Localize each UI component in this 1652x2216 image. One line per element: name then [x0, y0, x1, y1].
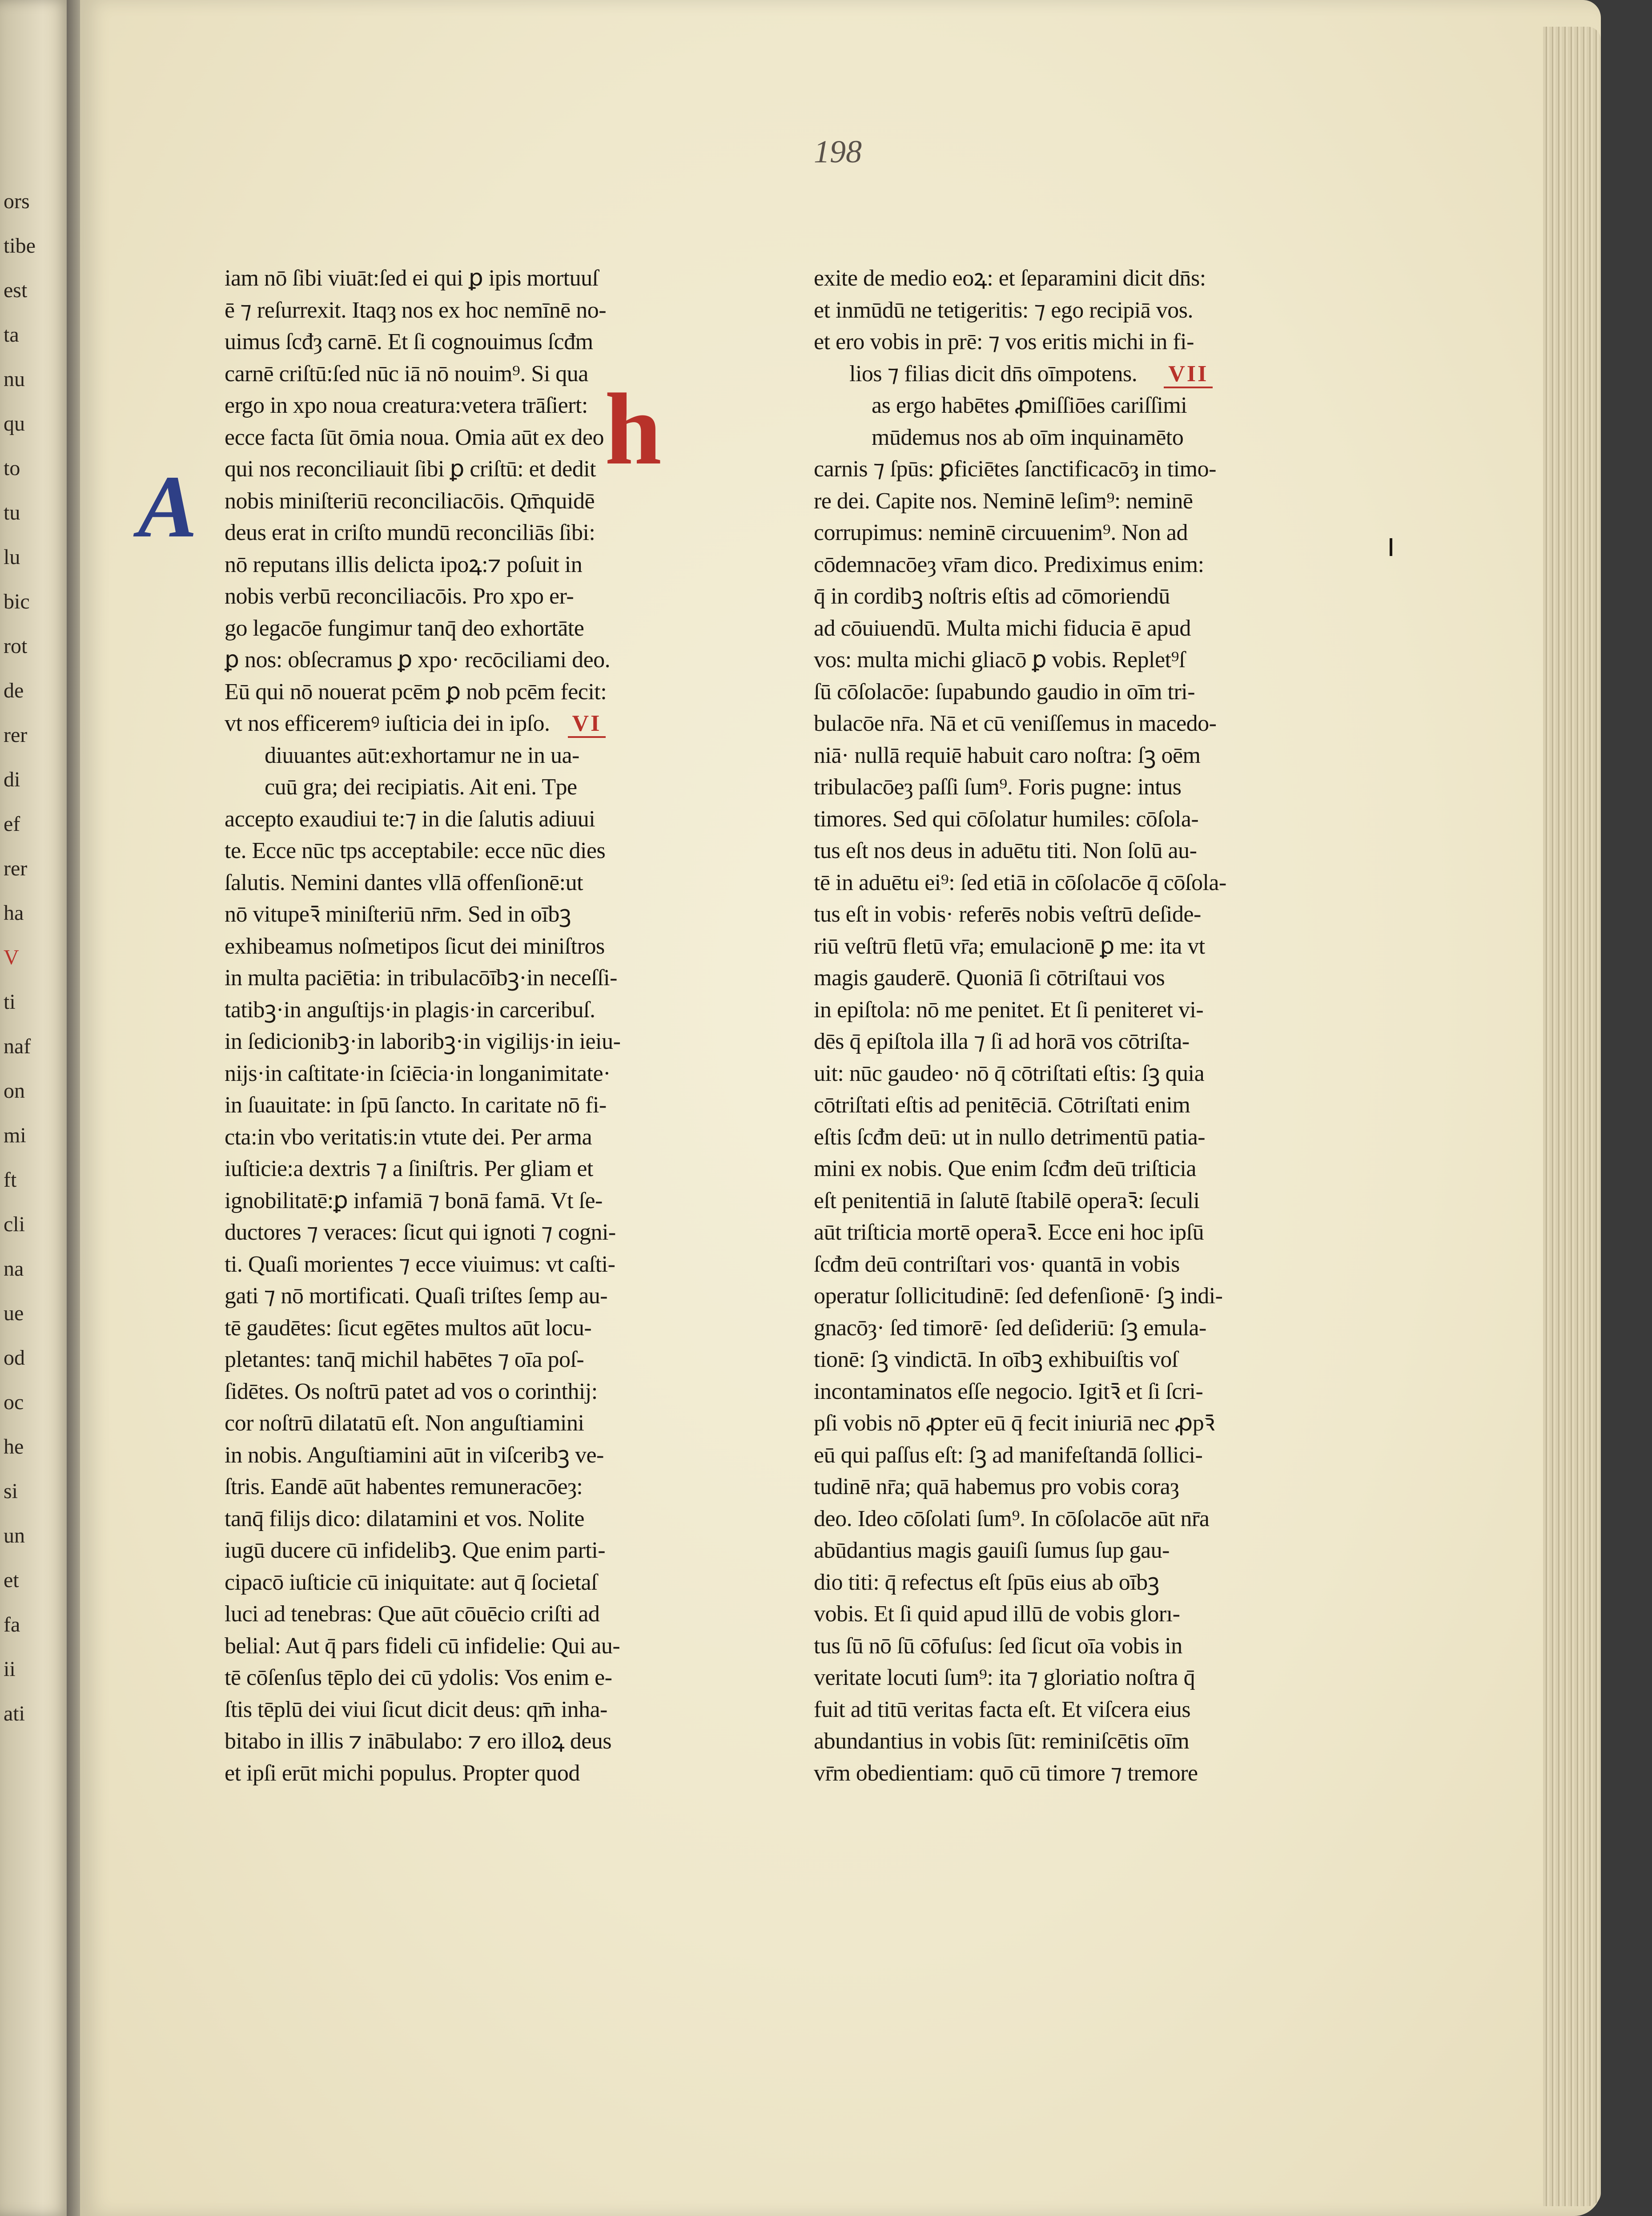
text-line: dēs q̄ epiſtola illa ⁊ ſi ad horā vos cōtriſta-	[814, 1029, 1190, 1054]
text-line: as ergo habētes ꝓmiſſiōes cariſſimi	[872, 393, 1187, 418]
text-line: ergo in xpo noua creatura:vetera trāſiert:	[225, 393, 588, 418]
facing-page-fragment: un	[4, 1524, 25, 1547]
text-line: ſtris. Eandē aūt habentes remuneracōeȝ:	[225, 1474, 583, 1499]
text-line: fuit ad titū veritas facta eſt. Et viſcera eius	[814, 1696, 1191, 1722]
text-line: ecce facta ſūt ōmia noua. Omia aūt ex deo	[225, 424, 604, 450]
facing-page-fragment: et	[4, 1568, 19, 1592]
text-line: tribulacōeȝ paſſi ſum⁹. Foris pugne: intus	[814, 774, 1182, 800]
margin-mark	[1390, 538, 1392, 556]
text-line: pletantes: tanq̄ michil habētes ⁊ oīa poſ-	[225, 1347, 584, 1372]
facing-page-fragment: oc	[4, 1390, 24, 1414]
text-line: abūdantius magis gauiſi ſumus ſup gau-	[814, 1538, 1170, 1563]
text-line: Eū qui nō nouerat pcēm ꝑ nob pcēm fecit:	[225, 679, 607, 705]
text-line: cuū gra; dei recipiatis. Ait eni. Tpe	[265, 774, 577, 800]
text-line: deus erat in criſto mundū reconciliās ſibi:	[225, 520, 595, 545]
facing-page-fragment: to	[4, 456, 20, 480]
text-line: et ero vobis in prē: ⁊ vos eritis michi in fi-	[814, 329, 1194, 355]
text-line: tatibꝫ·in anguſtijs·in plagis·in carceribuſ.	[225, 997, 595, 1023]
text-line: in ſedicionibꝫ·in laboribꝫ·in vigilijs·in ieiu-	[225, 1029, 621, 1054]
text-line: tē in aduētu ei⁹: ſed etiā in cōſolacōe q̄ cōſola-	[814, 870, 1226, 895]
text-line: aūt triſticia mortē operaꝛ̄. Ecce eni hoc ipſū	[814, 1220, 1204, 1245]
text-line: cōtriſtati eſtis ad penitēciā. Cōtriſtati enim	[814, 1092, 1190, 1118]
decorated-initial-a: A	[138, 458, 197, 556]
text-line: qui nos reconciliauit ſibi ꝑ criſtū: et dedit	[225, 456, 596, 482]
text-line: in ſuauitate: in ſpū ſancto. In caritate nō fi-	[225, 1092, 607, 1118]
text-line: tionē: ſꝫ vindictā. In oībꝫ exhibuiſtis voſ	[814, 1347, 1178, 1372]
facing-page-fragment: si	[4, 1479, 18, 1503]
text-line: eſt penitentiā in ſalutē ſtabilē operaꝛ̄: ſeculi	[814, 1188, 1200, 1213]
text-line: bulacōe nr̄a. Nā et cū veniſſemus in macedo-	[814, 711, 1217, 736]
text-line: nobis miniſteriū reconciliacōis. Qm̄quidē	[225, 488, 595, 514]
text-line: incontaminatos eſſe negocio. Igitꝛ̄ et ſi ſcri-	[814, 1378, 1203, 1404]
text-line: go legacōe fungimur tanq̄ deo exhortāte	[225, 615, 584, 641]
text-line: in epiſtola: nō me penitet. Et ſi peniteret vi-	[814, 997, 1204, 1023]
facing-page-fragment: nu	[4, 367, 25, 391]
facing-page-fragment: on	[4, 1079, 25, 1103]
text-line: carnē criſtū:ſed nūc iā nō nouim⁹. Si qua	[225, 361, 588, 387]
facing-page-fragment: od	[4, 1346, 25, 1370]
text-line: vos: multa michi gliacō ꝑ vobis. Replet⁹ſ	[814, 647, 1186, 673]
text-line	[225, 708, 723, 740]
text-line: gnacōȝ· ſed timorē· ſed deſideriū: ſꝫ emula-	[814, 1315, 1206, 1341]
text-line: mini ex nobis. Que enim ſcđm deū triſticia	[814, 1156, 1196, 1181]
facing-page-fragment: naf	[4, 1035, 31, 1058]
text-line	[814, 358, 1312, 390]
facing-page-fragment: de	[4, 679, 24, 702]
decorated-initial-h: h	[605, 372, 662, 486]
text-line: belial: Aut q̄ pars fideli cū infidelie: Qui au-	[225, 1633, 620, 1659]
text-line: uimus ſcđȝ carnē. Et ſi cognouimus ſcđm	[225, 329, 593, 355]
facing-page-fragment: rer	[4, 857, 28, 880]
facing-page-fragment: ti	[4, 990, 16, 1014]
text-line: luci ad tenebras: Que aūt cōuēcio criſti ad	[225, 1601, 600, 1627]
text-line: cor noſtrū dilatatū eſt. Non anguſtiamini	[225, 1410, 584, 1436]
text-line: ē ⁊ reſurrexit. Itaqȝ nos ex hoc nemīnē no-	[225, 297, 607, 323]
text-line: nō reputans illis delicta ipoꝝ:⁊ poſuit in	[225, 552, 583, 577]
right-text-column	[814, 262, 1312, 1789]
facing-page-fragment: tu	[4, 501, 20, 524]
facing-page-edge	[0, 0, 71, 2216]
facing-page-fragment: est	[4, 278, 28, 302]
facing-page-fragment: ue	[4, 1301, 24, 1325]
facing-page-fragment: ati	[4, 1702, 25, 1725]
facing-page-fragment: ft	[4, 1168, 17, 1192]
facing-page-fragment: di	[4, 768, 20, 791]
text-line: vr̄m obedientiam: quō cū timore ⁊ tremore	[814, 1760, 1198, 1786]
facing-page-fragment: ha	[4, 901, 24, 925]
text-line: ꝑ nos: obſecramus ꝑ xpo· recōciliami deo.	[225, 647, 611, 673]
text-line: uit: nūc gaudeo· nō q̄ cōtriſtati eſtis: ſꝫ quia	[814, 1060, 1205, 1086]
facing-page-fragment: ta	[4, 323, 19, 347]
chapter-number-vii: VII	[1164, 361, 1213, 388]
text-line: vobis. Et ſi quid apud illū de vobis glorı-	[814, 1601, 1180, 1627]
text-line: riū veſtrū fletū vr̄a; emulacionē ꝑ me: ita vt	[814, 933, 1205, 959]
text-line: mūdemus nos ab oīm inquinamēto	[872, 424, 1184, 450]
text-line: pſi vobis nō ꝓpter eū q̄ fecit iniuriā nec ꝓpꝛ̄	[814, 1410, 1215, 1436]
text-line: et ipſi erūt michi populus. Propter quod	[225, 1760, 580, 1786]
facing-page-fragment: ii	[4, 1657, 16, 1681]
text-line-content: lios ⁊ filias dicit dn̄s oīmpotens.	[849, 361, 1138, 387]
text-line: q̄ in cordibꝫ noſtris eſtis ad cōmoriendū	[814, 584, 1170, 609]
text-line: tē cōſenſus tēplo dei cū ydolis: Vos enim e-	[225, 1665, 612, 1690]
text-line: dio titi: q̄ refectus eſt ſpūs eius ab oībꝫ	[814, 1569, 1159, 1595]
text-line: cōdemnacōeȝ vr̄am dico. Prediximus enim:	[814, 552, 1204, 577]
text-line: in multa paciētia: in tribulacōībꝫ·in neceſſi-	[225, 965, 617, 991]
facing-page-fragment: mi	[4, 1124, 26, 1147]
text-line: tus eſt in vobis· referēs nobis veſtrū deſide-	[814, 902, 1201, 927]
facing-page-fragment: ef	[4, 812, 20, 836]
text-line: cipacō iuſticie cū iniquitate: aut q̄ ſocietaſ	[225, 1569, 598, 1595]
chapter-number-vi: VI	[568, 711, 606, 738]
facing-page-fragment: he	[4, 1435, 24, 1459]
text-line: nijs·in caſtitate·in ſciēcia·in longanimitate·	[225, 1060, 611, 1086]
text-line: timores. Sed qui cōſolatur humiles: cōſola-	[814, 806, 1199, 832]
text-line: abundantius in vobis ſūt: reminiſcētis oīm	[814, 1728, 1190, 1754]
text-line: et inmūdū ne tetigeritis: ⁊ ego recipiā vos.	[814, 297, 1193, 323]
facing-page-fragment: lu	[4, 545, 20, 569]
text-line: iuſticie:a dextris ⁊ a ſiniſtris. Per gliam et	[225, 1156, 593, 1181]
text-line: corrupimus: neminē circuuenim⁹. Non ad	[814, 520, 1188, 545]
text-line: magis gauderē. Quoniā ſi cōtriſtaui vos	[814, 965, 1165, 991]
folio-number: 198	[814, 134, 862, 169]
text-line: operatur ſollicitudinē: ſed defenſionē· ſꝫ indi-	[814, 1283, 1223, 1309]
text-line-content: vt nos efficeremꝰ iuſticia dei in ipſo.	[225, 711, 550, 736]
text-line: gati ⁊ nō mortificati. Quaſi triſtes ſemp au-	[225, 1283, 608, 1309]
text-line: exhibeamus noſmetipos ſicut dei miniſtros	[225, 933, 605, 959]
text-line: eſtis ſcđm deū: ut in nullo detrimentū patia-	[814, 1124, 1206, 1150]
text-line: te. Ecce nūc tps acceptabile: ecce nūc dies	[225, 838, 606, 863]
facing-page-fragment: bic	[4, 590, 30, 613]
text-line: ignobilitatē:ꝑ infamiā ⁊ bonā famā. Vt ſe-	[225, 1188, 603, 1213]
text-line: tanq̄ filijs dico: dilatamini et vos. Nolite	[225, 1506, 584, 1531]
facing-page-fragment: rot	[4, 634, 28, 658]
left-text-column	[225, 262, 723, 1789]
text-line: veritate locuti ſum⁹: ita ⁊ gloriatio noſtra q̄	[814, 1665, 1195, 1690]
text-line: exite de medio eoꝝ: et ſeparamini dicit dn̄s:	[814, 266, 1206, 291]
facing-page-fragment: ors	[4, 189, 30, 213]
text-line: ductores ⁊ veraces: ſicut qui ignoti ⁊ cogni-	[225, 1220, 616, 1245]
text-line: iugū ducere cū infidelibꝫ. Que enim parti-	[225, 1538, 606, 1563]
text-line: ſtis tēplū dei viui ſicut dicit deus: qm̄ inha-	[225, 1696, 607, 1722]
facing-page-fragment: rer	[4, 723, 28, 747]
text-line: tē gaudētes: ſicut egētes multos aūt locu-	[225, 1315, 592, 1341]
facing-page-fragment: tibe	[4, 234, 36, 258]
text-line: cta:in vbo veritatis:in vtute dei. Per arma	[225, 1124, 592, 1150]
text-line: ti. Quaſi morientes ⁊ ecce viuimus: vt caſti-	[225, 1251, 615, 1277]
text-line: ſū cōſolacōe: ſupabundo gaudio in oīm tri-	[814, 679, 1195, 705]
text-line: nō vitupeꝛ̄ miniſteriū nr̄m. Sed in oībꝫ	[225, 902, 571, 927]
text-line: iam nō ſibi viuāt:ſed ei qui ꝑ ipis mortuuſ	[225, 266, 599, 291]
text-line: eū qui paſſus eſt: ſꝫ ad manifeſtandā ſollici-	[814, 1442, 1203, 1468]
page-fore-edge	[1543, 27, 1601, 2206]
manuscript-page	[80, 0, 1601, 2216]
text-line: bitabo in illis ⁊ inābulabo: ⁊ ero illoꝝ deus	[225, 1728, 612, 1754]
facing-page-fragment: qu	[4, 412, 25, 435]
facing-page-fragment: na	[4, 1257, 24, 1281]
text-line: accepto exaudiui te:⁊ in die ſalutis adiuui	[225, 806, 595, 832]
text-line: nobis verbū reconciliacōis. Pro xpo er-	[225, 584, 574, 609]
text-line: tus ſū nō ſū cōfuſus: ſed ſicut oīa vobis in	[814, 1633, 1182, 1659]
text-line: deo. Ideo cōſolati ſum⁹. In cōſolacōe aūt nr̄a	[814, 1506, 1210, 1531]
text-line: tus eſt nos deus in aduētu titi. Non ſolū au-	[814, 838, 1197, 863]
text-line: ſcđm deū contriſtari vos· quantā in vobis	[814, 1251, 1180, 1277]
text-line: in nobis. Anguſtiamini aūt in viſceribꝫ ve-	[225, 1442, 604, 1468]
facing-page-fragment: V	[4, 946, 19, 969]
text-line: ad cōuiuendū. Multa michi fiducia ē apud	[814, 615, 1191, 641]
facing-page-fragment: fa	[4, 1613, 20, 1636]
text-line: ſalutis. Nemini dantes vllā offenſionē:ut	[225, 870, 583, 895]
facing-page-fragment: cli	[4, 1213, 25, 1236]
text-line: niā· nullā requiē habuit caro noſtra: ſꝫ oēm	[814, 742, 1201, 768]
text-line: tudinē nr̄a; quā habemus pro vobis coraȝ	[814, 1474, 1179, 1499]
text-line: re dei. Capite nos. Neminē leſim⁹: neminē	[814, 488, 1193, 514]
text-line: ſidētes. Os noſtrū patet ad vos o corinthij:	[225, 1378, 598, 1404]
text-line: carnis ⁊ ſpūs: ꝑficiētes ſanctificacōȝ in timo-	[814, 456, 1216, 482]
text-line: diuuantes aūt:exhortamur ne in ua-	[265, 742, 579, 768]
